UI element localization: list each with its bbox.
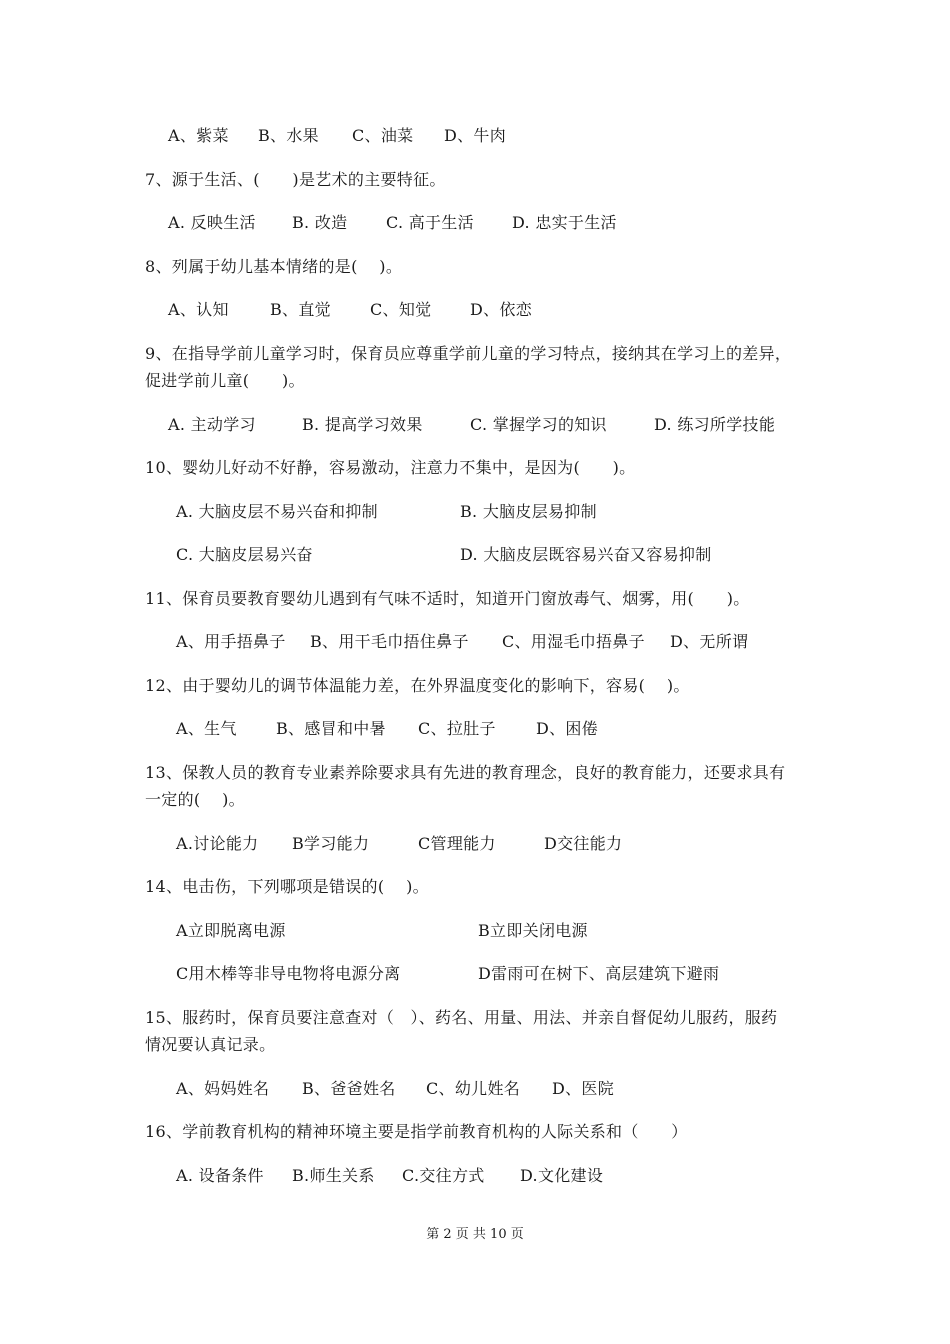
- question-16-stem: 16、学前教育机构的精神环境主要是指学前教育机构的人际关系和（ ）: [145, 1122, 688, 1141]
- question-15-stem-line-1: 15、服药时，保育员要注意查对（ ）、药名、用量、用法、并亲自督促幼儿服药，服药: [145, 1008, 778, 1027]
- option-a: A、紫菜: [168, 126, 229, 145]
- option-b: B、直觉: [270, 300, 331, 319]
- option-a: A.讨论能力: [176, 834, 259, 853]
- option-c: C、拉肚子: [418, 719, 496, 738]
- option-a: A、生气: [176, 719, 237, 738]
- option-a: A立即脱离电源: [176, 921, 286, 940]
- option-b: B立即关闭电源: [478, 921, 588, 940]
- option-b: B.师生关系: [292, 1166, 375, 1185]
- question-11-stem: 11、保育员要教育婴幼儿遇到有气味不适时，知道开门窗放毒气、烟雾，用( )。: [145, 589, 750, 608]
- option-b: B. 大脑皮层易抑制: [460, 502, 597, 521]
- question-15-stem-line-2: 情况要认真记录。: [145, 1035, 276, 1054]
- option-c: C. 掌握学习的知识: [470, 415, 607, 434]
- option-b: B、感冒和中暑: [276, 719, 386, 738]
- option-a: A、用手捂鼻子: [176, 632, 286, 651]
- question-12-stem: 12、由于婴幼儿的调节体温能力差，在外界温度变化的影响下，容易( )。: [145, 676, 690, 695]
- option-d: D. 大脑皮层既容易兴奋又容易抑制: [460, 545, 712, 564]
- option-d: D、无所谓: [670, 632, 749, 651]
- option-d: D. 练习所学技能: [654, 415, 776, 434]
- question-13-stem-line-1: 13、保教人员的教育专业素养除要求具有先进的教育理念，良好的教育能力，还要求具有: [145, 763, 786, 782]
- option-d: D. 忠实于生活: [512, 213, 617, 232]
- option-c: C. 大脑皮层易兴奋: [176, 545, 313, 564]
- option-c: C. 高于生活: [386, 213, 474, 232]
- question-13-stem-line-2: 一定的( )。: [145, 790, 245, 809]
- option-d: D、牛肉: [444, 126, 507, 145]
- option-c: C、知觉: [370, 300, 432, 319]
- option-b: B. 提高学习效果: [302, 415, 423, 434]
- option-c: C、幼儿姓名: [426, 1079, 521, 1098]
- option-b: B、水果: [258, 126, 319, 145]
- option-b: B、爸爸姓名: [302, 1079, 396, 1098]
- page-number-footer: 第 2 页 共 10 页: [426, 1227, 524, 1242]
- option-d: D交往能力: [544, 834, 623, 853]
- option-a: A. 反映生活: [168, 213, 256, 232]
- question-8-stem: 8、列属于幼儿基本情绪的是( )。: [145, 257, 403, 276]
- option-d: D、医院: [552, 1079, 615, 1098]
- option-c: C.交往方式: [402, 1166, 485, 1185]
- question-14-stem: 14、电击伤，下列哪项是错误的( )。: [145, 877, 429, 896]
- option-c: C管理能力: [418, 834, 496, 853]
- option-d: D、依恋: [470, 300, 533, 319]
- option-a: A. 主动学习: [168, 415, 256, 434]
- option-a: A、妈妈姓名: [176, 1079, 270, 1098]
- option-b: B. 改造: [292, 213, 348, 232]
- question-9-stem-line-1: 9、在指导学前儿童学习时，保育员应尊重学前儿童的学习特点，接纳其在学习上的差异，: [145, 344, 792, 363]
- option-a: A. 大脑皮层不易兴奋和抑制: [176, 502, 378, 521]
- option-c: C、油菜: [352, 126, 414, 145]
- option-a: A. 设备条件: [176, 1166, 264, 1185]
- option-a: A、认知: [168, 300, 229, 319]
- question-9-stem-line-2: 促进学前儿童( )。: [145, 371, 305, 390]
- option-d: D、困倦: [536, 719, 599, 738]
- option-c: C、用湿毛巾捂鼻子: [502, 632, 645, 651]
- question-7-stem: 7、源于生活、( )是艺术的主要特征。: [145, 170, 446, 189]
- question-10-stem: 10、婴幼儿好动不好静，容易激动，注意力不集中，是因为( )。: [145, 458, 636, 477]
- option-d: D雷雨可在树下、高层建筑下避雨: [478, 964, 720, 983]
- option-b: B学习能力: [292, 834, 370, 853]
- option-d: D.文化建设: [520, 1166, 604, 1185]
- option-b: B、用干毛巾捂住鼻子: [310, 632, 469, 651]
- option-c: C用木棒等非导电物将电源分离: [176, 964, 401, 983]
